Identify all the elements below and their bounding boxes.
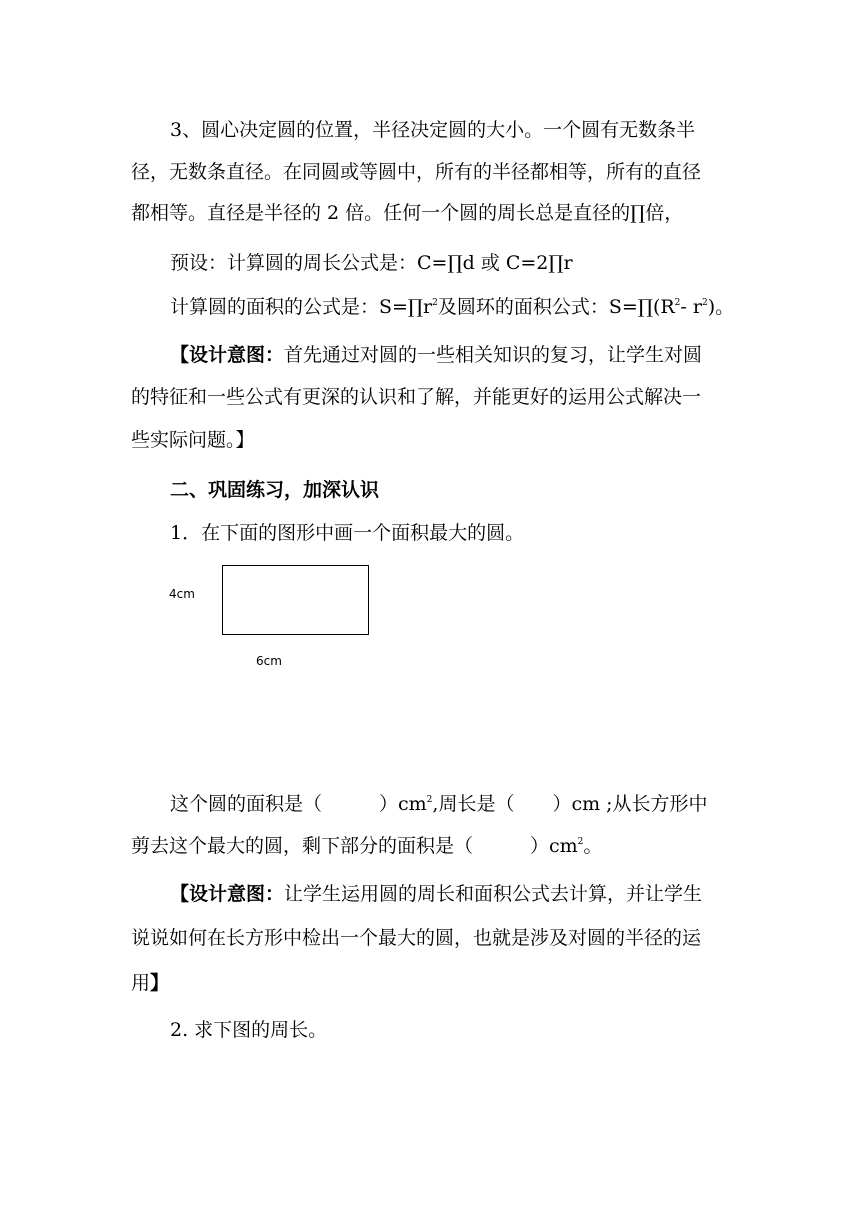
design-intent-2-line3: 用】	[131, 972, 170, 994]
para1-line1: 3、圆心决定圆的位置，半径决定圆的大小。一个圆有无数条半	[170, 119, 696, 141]
height-label: 4cm	[169, 587, 195, 601]
design-intent-1-line2: 的特征和一些公式有更深的认识和了解，并能更好的运用公式解决一	[131, 386, 702, 408]
para1-line2: 径，无数条直径。在同圆或等圆中，所有的半径都相等，所有的直径	[131, 161, 702, 183]
width-label: 6cm	[256, 654, 282, 668]
design-intent-1-line3: 些实际问题。】	[131, 429, 255, 451]
question-2: 2. 求下图的周长。	[170, 1019, 328, 1041]
area-formula: 计算圆的面积的公式是：$S=\prod r^2$及圆环的面积公式：$S=\prod(R^2-$ $r^2$)。	[170, 296, 735, 318]
para1-line3: 都相等。直径是半径的 2 倍。任何一个圆的周长总是直径的∏倍，	[131, 202, 684, 224]
preset-formula: 预设：计算圆的周长公式是：C=∏d 或 C=2∏r	[170, 252, 573, 274]
rectangle-figure	[222, 565, 369, 635]
design-intent-1-line1: 【设计意图：首先通过对圆的一些相关知识的复习，让学生对圆	[170, 344, 703, 366]
design-intent-2-line2: 说说如何在长方形中检出一个最大的圆，也就是涉及对圆的半径的运	[131, 927, 702, 949]
section-2-title: 二、巩固练习，加深认识	[170, 479, 380, 501]
design-intent-2-line1: 【设计意图：让学生运用圆的周长和面积公式去计算，并让学生	[170, 883, 703, 905]
question-1: 1．在下面的图形中画一个面积最大的圆。	[170, 522, 525, 544]
answer-line2: 剪去这个最大的圆，剩下部分的面积是（ ）$cm^2$。	[131, 835, 603, 857]
answer-line1: 这个圆的面积是（ ）$cm^2$,周长是（ ）cm ;从长方形中	[170, 793, 708, 815]
